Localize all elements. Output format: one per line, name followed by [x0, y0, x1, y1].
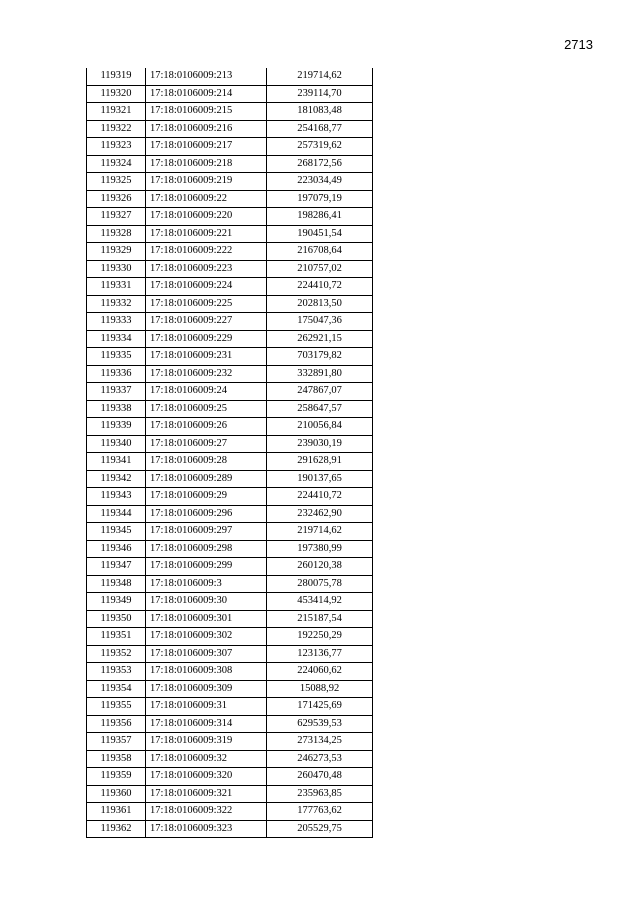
value-cell: 192250,29 [267, 628, 373, 646]
table-row [87, 610, 373, 628]
cadastral-number-cell: 17:18:0106009:309 [146, 680, 267, 698]
value-cell: 177763,62 [267, 803, 373, 821]
cadastral-number-cell: 17:18:0106009:297 [146, 523, 267, 541]
row-number-cell: 119319 [87, 68, 146, 85]
row-number-cell: 119358 [87, 750, 146, 768]
table-row [87, 645, 373, 663]
table-row [87, 663, 373, 681]
value-cell: 232462,90 [267, 505, 373, 523]
cadastral-number-cell: 17:18:0106009:225 [146, 295, 267, 313]
cadastral-number-cell: 17:18:0106009:214 [146, 85, 267, 103]
row-number-cell: 119346 [87, 540, 146, 558]
row-number-cell: 119321 [87, 103, 146, 121]
table-row [87, 173, 373, 191]
value-cell: 219714,62 [267, 523, 373, 541]
row-number-cell: 119322 [87, 120, 146, 138]
cadastral-number-cell: 17:18:0106009:299 [146, 558, 267, 576]
table-row [87, 120, 373, 138]
table-row [87, 418, 373, 436]
cadastral-number-cell: 17:18:0106009:224 [146, 278, 267, 296]
value-cell: 181083,48 [267, 103, 373, 121]
cadastral-number-cell: 17:18:0106009:320 [146, 768, 267, 786]
table-row [87, 243, 373, 261]
row-number-cell: 119362 [87, 820, 146, 838]
table-row [87, 190, 373, 208]
cadastral-number-cell: 17:18:0106009:322 [146, 803, 267, 821]
value-cell: 215187,54 [267, 610, 373, 628]
table-body [87, 68, 373, 838]
value-cell: 703179,82 [267, 348, 373, 366]
row-number-cell: 119361 [87, 803, 146, 821]
row-number-cell: 119325 [87, 173, 146, 191]
table-row [87, 138, 373, 156]
table-row [87, 225, 373, 243]
row-number-cell: 119340 [87, 435, 146, 453]
cadastral-number-cell: 17:18:0106009:232 [146, 365, 267, 383]
cadastral-number-cell: 17:18:0106009:216 [146, 120, 267, 138]
table-row [87, 488, 373, 506]
cadastral-number-cell: 17:18:0106009:301 [146, 610, 267, 628]
cadastral-number-cell: 17:18:0106009:298 [146, 540, 267, 558]
row-number-cell: 119350 [87, 610, 146, 628]
cadastral-number-cell: 17:18:0106009:220 [146, 208, 267, 226]
value-cell: 260470,48 [267, 768, 373, 786]
table-row [87, 750, 373, 768]
cadastral-number-cell: 17:18:0106009:302 [146, 628, 267, 646]
table-row [87, 523, 373, 541]
table-row [87, 593, 373, 611]
cadastral-number-cell: 17:18:0106009:222 [146, 243, 267, 261]
cadastral-number-cell: 17:18:0106009:25 [146, 400, 267, 418]
row-number-cell: 119354 [87, 680, 146, 698]
value-cell: 198286,41 [267, 208, 373, 226]
cadastral-number-cell: 17:18:0106009:314 [146, 715, 267, 733]
table-row [87, 68, 373, 85]
table-row [87, 628, 373, 646]
row-number-cell: 119345 [87, 523, 146, 541]
cadastral-number-cell: 17:18:0106009:321 [146, 785, 267, 803]
row-number-cell: 119339 [87, 418, 146, 436]
row-number-cell: 119347 [87, 558, 146, 576]
value-cell: 235963,85 [267, 785, 373, 803]
row-number-cell: 119327 [87, 208, 146, 226]
table-row [87, 313, 373, 331]
row-number-cell: 119323 [87, 138, 146, 156]
table-row [87, 435, 373, 453]
cadastral-number-cell: 17:18:0106009:26 [146, 418, 267, 436]
value-cell: 123136,77 [267, 645, 373, 663]
cadastral-number-cell: 17:18:0106009:223 [146, 260, 267, 278]
cadastral-number-cell: 17:18:0106009:217 [146, 138, 267, 156]
page-number: 2713 [564, 37, 593, 52]
cadastral-number-cell: 17:18:0106009:31 [146, 698, 267, 716]
table-row [87, 715, 373, 733]
value-cell: 190137,65 [267, 470, 373, 488]
table-row [87, 278, 373, 296]
table-row [87, 680, 373, 698]
row-number-cell: 119341 [87, 453, 146, 471]
row-number-cell: 119360 [87, 785, 146, 803]
value-cell: 268172,56 [267, 155, 373, 173]
table-row [87, 803, 373, 821]
row-number-cell: 119328 [87, 225, 146, 243]
cadastral-number-cell: 17:18:0106009:219 [146, 173, 267, 191]
table-row [87, 575, 373, 593]
table-row [87, 470, 373, 488]
value-cell: 171425,69 [267, 698, 373, 716]
row-number-cell: 119355 [87, 698, 146, 716]
row-number-cell: 119326 [87, 190, 146, 208]
value-cell: 223034,49 [267, 173, 373, 191]
value-cell: 202813,50 [267, 295, 373, 313]
table-row [87, 330, 373, 348]
table-row [87, 558, 373, 576]
cadastral-number-cell: 17:18:0106009:29 [146, 488, 267, 506]
row-number-cell: 119352 [87, 645, 146, 663]
row-number-cell: 119330 [87, 260, 146, 278]
cadastral-number-cell: 17:18:0106009:3 [146, 575, 267, 593]
cadastral-number-cell: 17:18:0106009:289 [146, 470, 267, 488]
row-number-cell: 119344 [87, 505, 146, 523]
value-cell: 332891,80 [267, 365, 373, 383]
row-number-cell: 119353 [87, 663, 146, 681]
value-cell: 224410,72 [267, 278, 373, 296]
cadastral-number-cell: 17:18:0106009:319 [146, 733, 267, 751]
value-cell: 210056,84 [267, 418, 373, 436]
row-number-cell: 119335 [87, 348, 146, 366]
value-cell: 291628,91 [267, 453, 373, 471]
value-cell: 15088,92 [267, 680, 373, 698]
row-number-cell: 119351 [87, 628, 146, 646]
table-row [87, 103, 373, 121]
row-number-cell: 119331 [87, 278, 146, 296]
value-cell: 197380,99 [267, 540, 373, 558]
value-cell: 197079,19 [267, 190, 373, 208]
row-number-cell: 119329 [87, 243, 146, 261]
cadastral-number-cell: 17:18:0106009:27 [146, 435, 267, 453]
table-row [87, 400, 373, 418]
value-cell: 258647,57 [267, 400, 373, 418]
value-cell: 280075,78 [267, 575, 373, 593]
table-row [87, 698, 373, 716]
row-number-cell: 119338 [87, 400, 146, 418]
table-row [87, 453, 373, 471]
cadastral-number-cell: 17:18:0106009:308 [146, 663, 267, 681]
table-row [87, 383, 373, 401]
table-row [87, 733, 373, 751]
table-row [87, 505, 373, 523]
value-cell: 239114,70 [267, 85, 373, 103]
value-cell: 219714,62 [267, 68, 373, 85]
row-number-cell: 119333 [87, 313, 146, 331]
value-cell: 224060,62 [267, 663, 373, 681]
table-row [87, 208, 373, 226]
cadastral-number-cell: 17:18:0106009:227 [146, 313, 267, 331]
cadastral-number-cell: 17:18:0106009:213 [146, 68, 267, 85]
row-number-cell: 119332 [87, 295, 146, 313]
value-cell: 210757,02 [267, 260, 373, 278]
value-cell: 257319,62 [267, 138, 373, 156]
cadastral-number-cell: 17:18:0106009:307 [146, 645, 267, 663]
row-number-cell: 119342 [87, 470, 146, 488]
value-cell: 246273,53 [267, 750, 373, 768]
cadastral-number-cell: 17:18:0106009:231 [146, 348, 267, 366]
table-row [87, 348, 373, 366]
value-cell: 629539,53 [267, 715, 373, 733]
value-cell: 453414,92 [267, 593, 373, 611]
cadastral-value-table [86, 68, 373, 838]
cadastral-number-cell: 17:18:0106009:28 [146, 453, 267, 471]
row-number-cell: 119359 [87, 768, 146, 786]
value-cell: 254168,77 [267, 120, 373, 138]
row-number-cell: 119348 [87, 575, 146, 593]
table-row [87, 785, 373, 803]
table-row [87, 540, 373, 558]
value-cell: 247867,07 [267, 383, 373, 401]
row-number-cell: 119343 [87, 488, 146, 506]
table-row [87, 365, 373, 383]
value-cell: 260120,38 [267, 558, 373, 576]
value-cell: 224410,72 [267, 488, 373, 506]
cadastral-number-cell: 17:18:0106009:323 [146, 820, 267, 838]
table-row [87, 295, 373, 313]
value-cell: 239030,19 [267, 435, 373, 453]
row-number-cell: 119356 [87, 715, 146, 733]
table-row [87, 260, 373, 278]
value-cell: 205529,75 [267, 820, 373, 838]
table-row [87, 85, 373, 103]
cadastral-number-cell: 17:18:0106009:215 [146, 103, 267, 121]
cadastral-number-cell: 17:18:0106009:24 [146, 383, 267, 401]
row-number-cell: 119357 [87, 733, 146, 751]
cadastral-number-cell: 17:18:0106009:296 [146, 505, 267, 523]
value-cell: 175047,36 [267, 313, 373, 331]
cadastral-number-cell: 17:18:0106009:218 [146, 155, 267, 173]
cadastral-number-cell: 17:18:0106009:32 [146, 750, 267, 768]
row-number-cell: 119337 [87, 383, 146, 401]
row-number-cell: 119336 [87, 365, 146, 383]
table-row [87, 768, 373, 786]
cadastral-number-cell: 17:18:0106009:221 [146, 225, 267, 243]
row-number-cell: 119324 [87, 155, 146, 173]
value-cell: 262921,15 [267, 330, 373, 348]
table-row [87, 820, 373, 838]
row-number-cell: 119349 [87, 593, 146, 611]
value-cell: 273134,25 [267, 733, 373, 751]
row-number-cell: 119320 [87, 85, 146, 103]
row-number-cell: 119334 [87, 330, 146, 348]
cadastral-number-cell: 17:18:0106009:30 [146, 593, 267, 611]
cadastral-number-cell: 17:18:0106009:22 [146, 190, 267, 208]
table-row [87, 155, 373, 173]
value-cell: 216708,64 [267, 243, 373, 261]
cadastral-number-cell: 17:18:0106009:229 [146, 330, 267, 348]
value-cell: 190451,54 [267, 225, 373, 243]
